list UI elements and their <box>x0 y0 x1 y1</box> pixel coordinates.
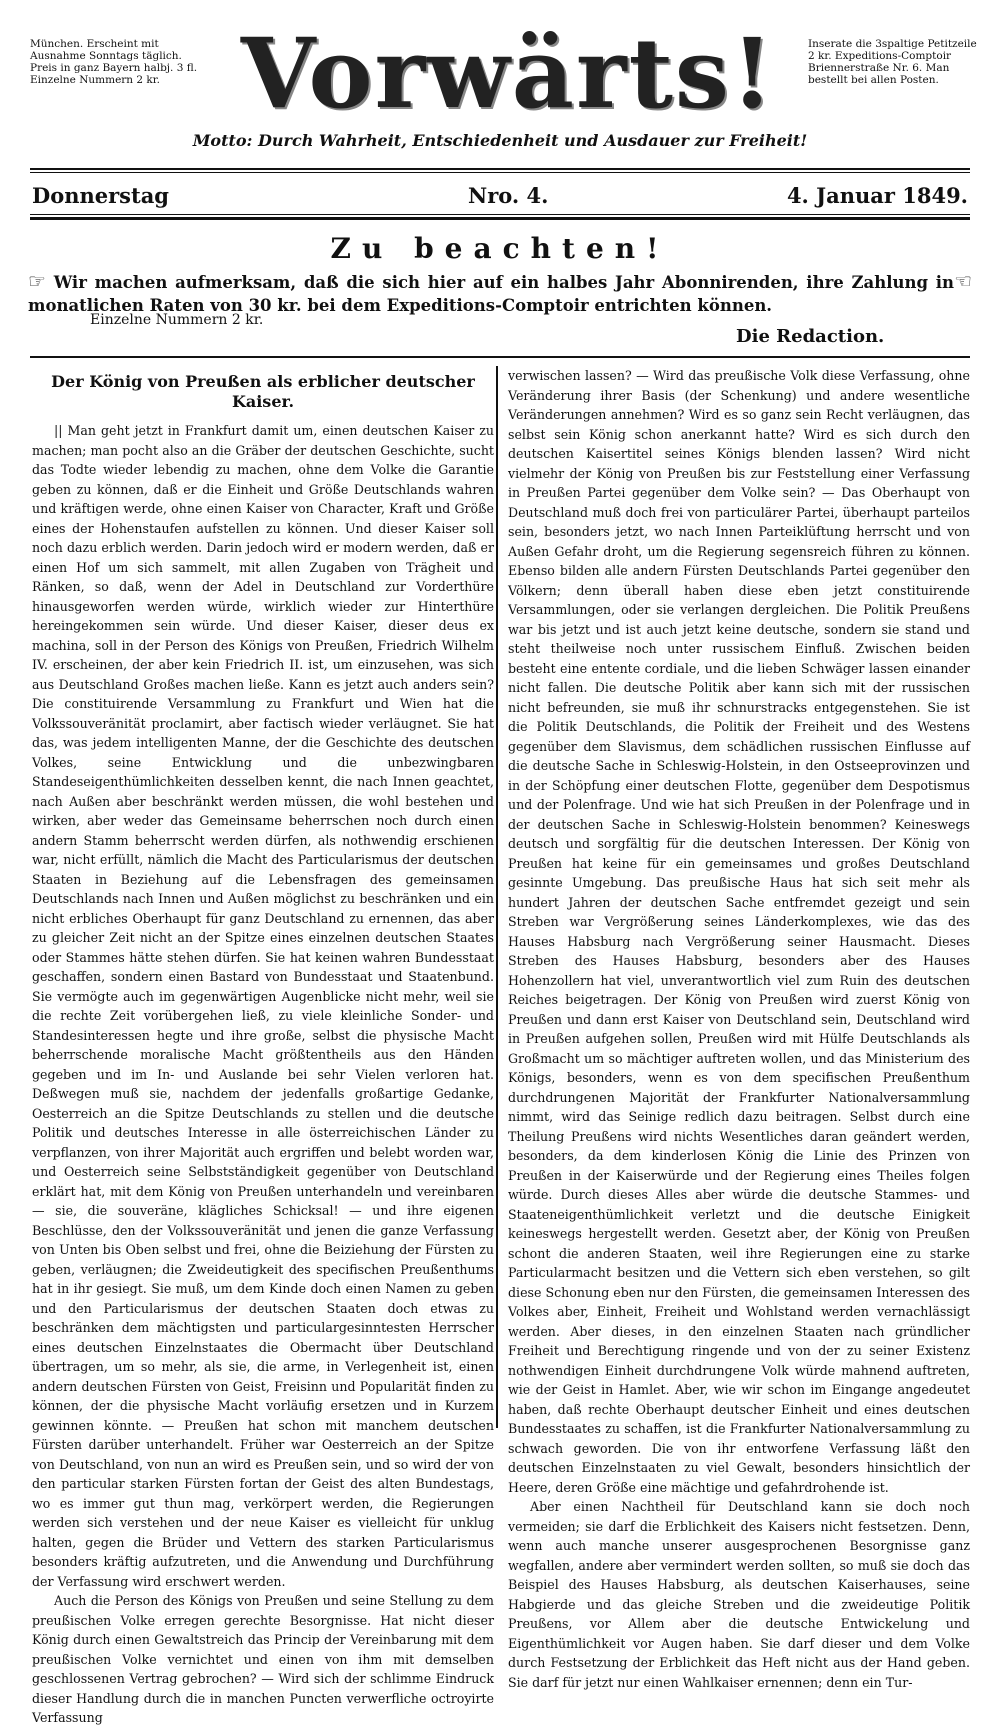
article-column-right <box>508 366 970 1690</box>
pointing-hand-right-icon: ☞ <box>28 269 46 293</box>
article-column-left <box>32 366 494 1725</box>
advertising-notice: Inserate die 3spaltige Petitzeile 2 kr. Expeditions-Comptoir Briennerstraße Nr. 6. Man bestellt bei allen Posten. <box>808 38 977 86</box>
notice-rule <box>30 356 970 358</box>
dateline-day: Donnerstag <box>32 183 169 208</box>
subscription-notice <box>28 270 972 317</box>
motto: Motto: Durch Wahrheit, Entschiedenheit und Ausdauer zur Freiheit! <box>192 131 808 150</box>
article-paragraph: Auch die Person des Königs von Preußen und seine Stellung zu dem preußischen Volke erregen gerechte Besorgnisse. Hat nicht dieser König durch einen Gewaltstreich das Princip der Vereinbarung mit dem preußischen Volke vernichtet und einen von ihm mit demselben geschlossenen Vertrag gebrochen? — Wird sich der schlimme Eindruck dieser Handlung durch die in manchen Puncten verwerfliche octroyirte Verfassung <box>32 1593 494 1725</box>
subscription-notice-text: Wir machen aufmerksam, daß die sich hier auf ein halbes Jahr Abonnirenden, ihre Zahlung in monatlichen Raten von 30 kr. bei dem Expeditions-Comptoir entrichten können. <box>28 273 955 315</box>
article-title: Der König von Preußen als erblicher deutscher Kaiser. <box>51 372 475 411</box>
notice-title: Zu beachten! <box>330 232 670 265</box>
pointing-hand-left-icon: ☜ <box>954 269 972 293</box>
article-paragraph: verwischen lassen? — Wird das preußische Volk diese Verfassung, ohne Veränderung ihrer Basis (der Schenkung) und andere wesentliche Veränderungen annehmen? Wird es so ganz sein Recht verläugnen, das selbst sein König schon anerkannt hatte? Wird es sich durch den deutschen Kaisertitel seines Königs blenden lassen? Wird nicht vielmehr der König von Preußen bis zur Feststellung einer Verfassung in Preußen Partei gegenüber dem Volke sein? — Das Oberhaupt von Deutschland muß doch frei von particulärer Partei, überhaupt parteilos sein, besonders jetzt, wo nach Innen Parteiklüftung herrscht und von Außen Gefahr droht, um die Regierung segensreich führen zu können. Ebenso bilden alle andern Fürsten Deutschlands Partei gegenüber den Völkern; denn überall haben diese eben jetzt constituirende Versammlungen, oder sie verlangen dergleichen. Die Politik Preußens war bis jetzt und ist auch jetzt keine deutsche, sondern sie stand und steht theilweise noch unter russischem Einfluß. Zwischen beiden besteht eine entente cordiale, und die lieben Schwäger lassen einander nicht fallen. Die deutsche Politik aber kann sich mit der russischen nicht befreunden, sie muß ihr schnurstracks entgegenstehen. Sie ist die Politik Deutschlands, die Politik der Freiheit und des Westens gegenüber dem Slavismus, dem schädlichen russischen Einflusse auf die deutsche Sache in Schleswig-Holstein, in den Ostseeprovinzen und in der Schöpfung einer deutschen Flotte, gegenüber dem Despotismus und der Polenfrage. Und wie hat sich Preußen in der Polenfrage und in der deutschen Sache in Schleswig-Holstein benommen? Keineswegs deutsch und sorgfältig für die deutschen Interessen. Der König von Preußen hat keine für ein gemeinsames und großes Deutschland gesinnte Umgebung. Das preußische Haus hat sich seit mehr als hundert Jahren der deutschen Sache entfremdet gezeigt und sein Streben war Vergrößerung seines Länderkomplexes, wie das des Hauses Habsburg nach Vergrößerung seiner Hausmacht. Dieses Streben des Hauses Habsburg, besonders aber des Hauses Hohenzollern hat viel, unverantwortlich viel zum Ruin des deutschen Reiches beigetragen. Der König von Preußen wird zuerst König von Preußen und dann erst Kaiser von Deutschland sein, Deutschland wird in Preußen aufgehen sollen, Preußen wird mit Hülfe Deutschlands als Großmacht um so mächtiger auftreten wollen, und das Ministerium des Königs, besonders, wenn es von dem specifischen Preußenthum durchdrungenen Majorität der Frankfurter Nationalversammlung nimmt, wird das Seinige redlich dazu beitragen. Selbst durch eine Theilung Preußens wird nichts Wesentliches daran geändert werden, besonders, da dem kinderlosen König die Linie des Prinzen von Preußen in der Kaiserwürde und der Regierung eines Theiles folgen würde. Durch dieses Alles aber würde die deutsche Stammes- und Staateneigenthümlichkeit verletzt und die deutsche Einigkeit keineswegs hergestellt werden. Gesetzt aber, der König von Preußen schont die anderen Staaten, weil ihre Regierungen eine zu starke Particularmacht besitzen und die Vettern sich eben verstehen, so gilt diese Schonung eben nur den Fürsten, die gemeinsamen Interessen des Volkes aber, Einheit, Freiheit und Wohlstand werden vernachlässigt werden. Aber dieses, in den einzelnen Staaten nach gründlicher Freiheit und Berechtigung ringende und von der zu seiner Existenz nothwendigen Einheit durchdrungene Volk würde mahnend auftreten, wie der Geist in Hamlet. Aber, wie wir schon im Eingange angedeutet haben, daß rechte Oberhaupt deutscher Einheit und eines deutschen Bundesstaates zu schaffen, ist die Frankfurter Nationalversammlung zu schwach geworden. Die von ihr entworfene Verfassung läßt den deutschen Einzelnstaaten zu viel Gewalt, besonders hinsichtlich der Heere, deren Größe eine mächtige und gefahrdrohende ist. <box>508 368 970 1495</box>
article-paragraph: Aber einen Nachtheil für Deutschland kann sie doch noch vermeiden; sie darf die Erblichkeit des Kaisers nicht festsetzen. Denn, wenn auch manche unserer ausgesprochenen Besorgnisse ganz wegfallen, andere aber vermindert werden sollten, so muß sie doch das Beispiel des Hauses Habsburg, als deutschen Kaiserhauses, seine Habgierde und das gleiche Streben und die zweideutige Politik Preußens, vor Allem aber die deutsche Entwickelung und Eigenthümlichkeit vor Augen haben. Sie darf dieser und dem Volke durch Festsetzung der Erblichkeit das Heft nicht aus der Hand geben. Sie darf für jetzt nur einen Wahlkaiser ernennen; denn ein Tur- <box>508 1499 970 1690</box>
issue-number: Nro. 4. <box>468 183 549 208</box>
column-divider <box>496 366 498 1428</box>
editorial-signature: Die Redaction. <box>736 326 885 347</box>
top-rule-thin <box>30 172 970 173</box>
dateline-rule-thick <box>30 217 970 220</box>
issue-date: 4. Januar 1849. <box>786 183 968 208</box>
publication-notice: München. Erscheint mit Ausnahme Sonntags täglich. Preis in ganz Bayern halbj. 3 fl. Einzelne Nummern 2 kr. <box>30 38 198 86</box>
top-rule <box>30 168 970 170</box>
dateline <box>32 183 968 213</box>
masthead-title: Vorwärts! <box>240 17 776 130</box>
single-issue-price: Einzelne Nummern 2 kr. <box>90 312 264 328</box>
dateline-rule <box>30 214 970 215</box>
article-paragraph: || Man geht jetzt in Frankfurt damit um, einen deutschen Kaiser zu machen; man pocht also an die Gräber der deutschen Geschichte, sucht das Todte wieder lebendig zu machen, ohne dem Volke die Garantie geben zu können, daß er die Einheit und Größe Deutschlands wahren und kräftigen werde, ohne einen Kaiser von Character, Kraft und Größe eines der Hohenstaufen aufstellen zu können. Und dieser Kaiser soll noch dazu erblich werden. Darin jedoch wird er modern werden, daß er einen Hof um sich sammelt, mit allen Zugaben von Trägheit und Ränken, so daß, wenn der Adel in Deutschland zur Vorderthüre hinausgeworfen werden würde, wirklich wieder zur Hinterthüre hereingekommen sein würde. Und dieser Kaiser, dieser deus ex machina, soll in der Person des Königs von Preußen, Friedrich Wilhelm IV. erscheinen, der aber kein Friedrich II. ist, um einzusehen, was sich aus Deutschland Großes machen ließe. Kann es jetzt auch anders sein? Die constituirende Versammlung zu Frankfurt und Wien hat die Volkssouveränität proclamirt, aber factisch wieder verläugnet. Sie hat das, was jedem intelligenten Manne, der die Geschichte des deutschen Volkes, seine Entwicklung und die unbezwingbaren Standeseigenthümlichkeiten desselben kennt, die nach Innen geachtet, nach Außen aber beschränkt werden müssen, die wohl bestehen und wirken, aber weder das Gemeinsame beherrschen noch durch einen andern Stamm beherrscht werden dürfen, als nothwendig erschienen war, nicht erfüllt, nämlich die Macht des Particularismus der deutschen Staaten in Beziehung auf die Lebensfragen des gemeinsamen Deutschlands nach Innen und Außen möglichst zu beschränken und ein nicht erbliches Oberhaupt für ganz Deutschland zu ernennen, das aber zu gleicher Zeit nicht an der Spitze eines einzelnen deutschen Staates oder Stammes hätte stehen dürfen. Sie hat keinen wahren Bundesstaat geschaffen, sondern einen Bastard von Bundesstaat und Staatenbund. Sie vermögte auch im gegenwärtigen Augenblicke nicht mehr, weil sie die rechte Zeit vorübergehen ließ, zu viele kleinliche Sonder- und Standesinteressen hegte und ihre große, selbst die physische Macht beherrschende moralische Macht größtentheils aus den Händen gegeben und im In- und Auslande bei sehr Vielen verloren hat. Deßwegen muß sie, nachdem der jedenfalls großartige Gedanke, Oesterreich an die Spitze Deutschlands zu stellen und die deutsche Politik und deutsches Interesse in alle österreichischen Länder zu verpflanzen, von ihrer Majorität auch ergriffen und belebt worden war, und Oesterreich seine Selbstständigkeit gegenüber von Deutschland erklärt hat, mit dem König von Preußen unterhandeln und vereinbaren — sie, die souveräne, klägliches Schicksal! — und ihre eigenen Beschlüsse, den der Volkssouveränität und jenen die ganze Verfassung von Unten bis Oben selbst und frei, ohne die Beiziehung der Fürsten zu geben, verläugnen; die Zweideutigkeit des specifischen Preußenthums hat in ihr gesiegt. Sie muß, um dem Kinde doch einen Namen zu geben und den Particularismus der deutschen Staaten doch etwas zu beschränken dem mächtigsten und particulargesinntesten Herrscher eines deutschen Einzelnstaates die Obermacht über Deutschland übertragen, um so mehr, als sie, die arme, in Verlegenheit ist, einen andern deutschen Fürsten von Geist, Freisinn und Popularität finden zu können, der die physische Macht vorläufig ersetzen und in Kurzem gewinnen könnte. — Preußen hat schon mit manchem deutschen Fürsten darüber unterhandelt. Früher war Oesterreich an der Spitze von Deutschland, von nun an wird es Preußen sein, und so wird der von den particular starken Fürsten fortan der Geist des alten Bundestags, wo es immer gut thun mag, verkörpert werden, die Regierungen werden sich verstehen und der neue Kaiser es vielleicht für unklug halten, gegen die Brüder und Vettern des starken Particularismus besonders kräftig aufzutreten, und die Anwendung und Durchführung der Verfassung wird erschwert werden. <box>32 423 494 1589</box>
